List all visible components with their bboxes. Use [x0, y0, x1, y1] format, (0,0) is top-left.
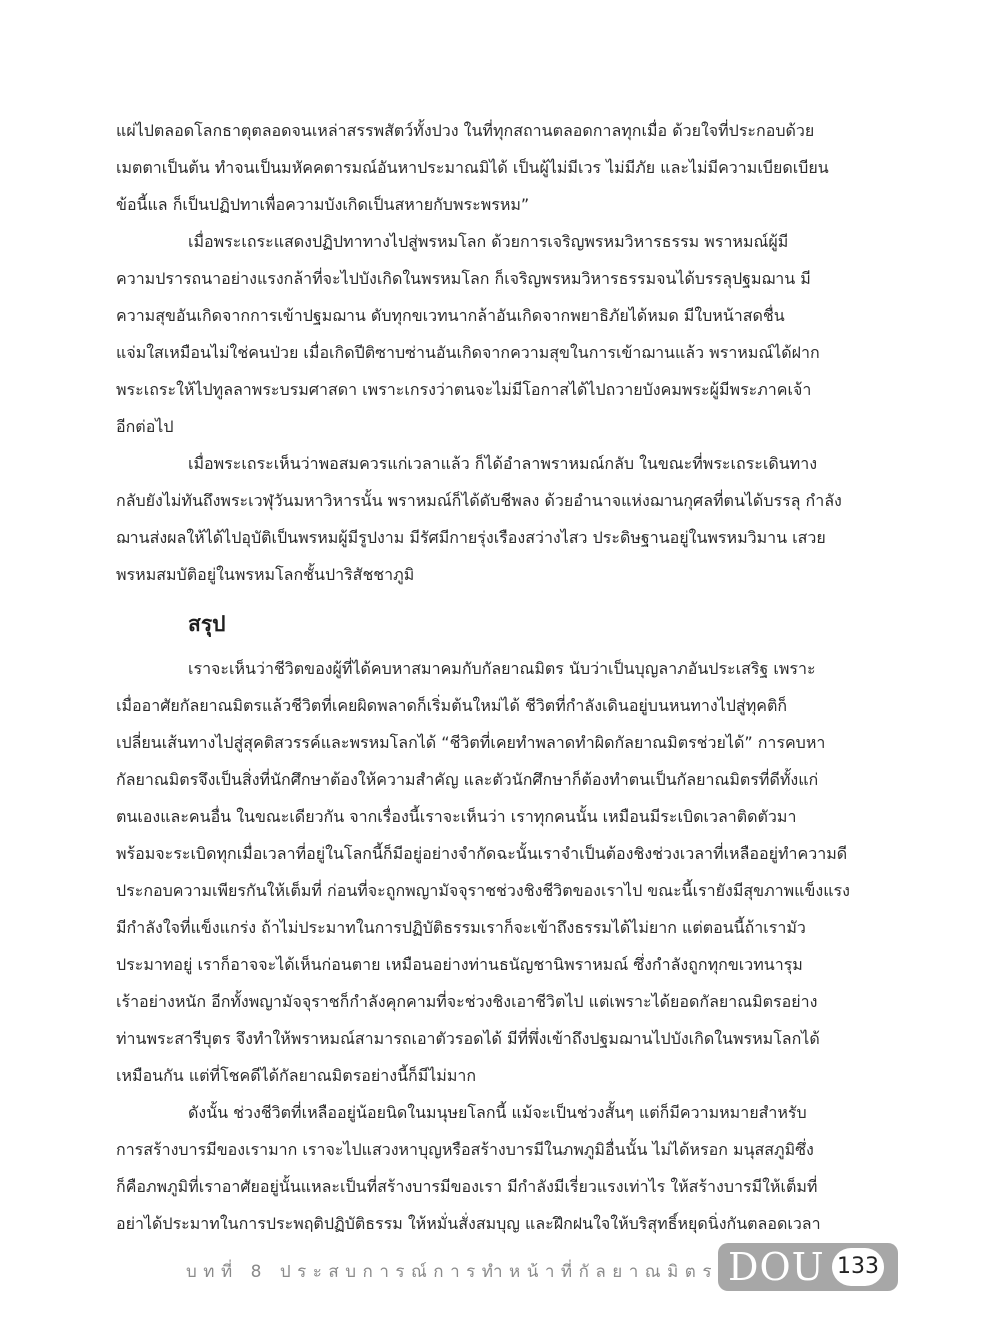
- text-line: ความสุขอันเกิดจากการเข้าปฐมฌาน ดับทุกขเวทนากล้าอันเกิดจากพยาธิภัยได้หมด มีใบหน้าสดชื่น: [116, 306, 785, 325]
- text-line: เปลี่ยนเส้นทางไปสู่สุคติสวรรค์และพรหมโลกได้ “ชีวิตที่เคยทำพลาดทำผิดกัลยาณมิตรช่วยได้” การคบหา: [116, 733, 826, 752]
- text-line: พร้อมจะระเบิดทุกเมื่อเวลาที่อยู่ในโลกนี้ก็มีอยู่อย่างจำกัดฉะนั้นเราจำเป็นต้องชิงช่วงเวลาที่เหลืออยู่ทำความดี: [116, 844, 848, 863]
- text-line: แผ่ไปตลอดโลกธาตุตลอดจนเหล่าสรรพสัตว์ทั้งปวง ในที่ทุกสถานตลอดกาลทุกเมื่อ ด้วยใจที่ประกอบด้วย: [116, 121, 815, 140]
- text-line: ประกอบความเพียรกันให้เต็มที่ ก่อนที่จะถูกพญามัจจุราชช่วงชิงชีวิตของเราไป ขณะนี้เรายังมีสุขภาพแข็งแรง: [116, 881, 850, 900]
- text-line: ประมาทอยู่ เราก็อาจจะได้เห็นก่อนตาย เหมือนอย่างท่านธนัญชานิพราหมณ์ ซึ่งกำลังถูกทุกขเวทนารุม: [116, 955, 803, 974]
- text-line: กลับยังไม่ทันถึงพระเวฬุวันมหาวิหารนั้น พราหมณ์ก็ได้ดับชีพลง ด้วยอำนาจแห่งฌานกุศลที่ตนได้บรรลุ กำลัง: [116, 491, 842, 510]
- text-line: ท่านพระสารีบุตร จึงทำให้พราหมณ์สามารถเอาตัวรอดได้ มีที่พึ่งเข้าถึงปฐมฌานไปบังเกิดในพรหมโลกได้: [116, 1029, 820, 1048]
- text-line: พรหมสมบัติอยู่ในพรหมโลกชั้นปาริสัชชาภูมิ: [116, 565, 415, 584]
- chapter-footer: บทที่ 8 ประสบการณ์การทำหน้าที่กัลยาณมิตร: [186, 1262, 718, 1282]
- text-line: อีกต่อไป: [116, 417, 174, 436]
- text-line: การสร้างบารมีของเรามาก เราจะไปแสวงหาบุญหรือสร้างบารมีในภพภูมิอื่นนั้น ไม่ได้หรอก มนุสสภูมิซึ่ง: [116, 1140, 814, 1159]
- text-line: เราจะเห็นว่าชีวิตของผู้ที่ได้คบหาสมาคมกับกัลยาณมิตร นับว่าเป็นบุญลาภอันประเสริฐ เพราะ: [188, 659, 816, 678]
- text-line: ตนเองและคนอื่น ในขณะเดียวกัน จากเรื่องนี้เราจะเห็นว่า เราทุกคนนั้น เหมือนมีระเบิดเวลาติดตัวมา: [116, 807, 797, 826]
- text-line: อย่าได้ประมาทในการประพฤติปฏิบัติธรรม ให้หมั่นสั่งสมบุญ และฝึกฝนใจให้บริสุทธิ์หยุดนิ่งกันตลอดเวลา: [116, 1214, 821, 1233]
- text-line: ความปรารถนาอย่างแรงกล้าที่จะไปบังเกิดในพรหมโลก ก็เจริญพรหมวิหารธรรมจนได้บรรลุปฐมฌาน มี: [116, 269, 811, 288]
- text-line: ฌานส่งผลให้ได้ไปอุบัติเป็นพรหมผู้มีรูปงาม มีรัศมีกายรุ่งเรืองสว่างไสว ประดิษฐานอยู่ในพรหมวิมาน เสวย: [116, 528, 826, 547]
- text-line: เหมือนกัน แต่ที่โชคดีได้กัลยาณมิตรอย่างนี้ก็มีไม่มาก: [116, 1066, 477, 1085]
- text-line: เมื่อพระเถระแสดงปฏิปทาทางไปสู่พรหมโลก ด้วยการเจริญพรหมวิหารธรรม พราหมณ์ผู้มี: [188, 232, 789, 251]
- text-line: กัลยาณมิตรจึงเป็นสิ่งที่นักศึกษาต้องให้ความสำคัญ และตัวนักศึกษาก็ต้องทำตนเป็นกัลยาณมิตรที่ดีทั้งแก่: [116, 770, 819, 789]
- page-number: 133: [832, 1248, 884, 1286]
- dou-logo: DOU: [728, 1245, 825, 1289]
- section-heading: สรุป: [188, 612, 226, 636]
- text-line: พระเถระให้ไปทูลลาพระบรมศาสดา เพราะเกรงว่าตนจะไม่มีโอกาสได้ไปถวายบังคมพระผู้มีพระภาคเจ้า: [116, 380, 812, 399]
- text-line: เมื่อพระเถระเห็นว่าพอสมควรแก่เวลาแล้ว ก็ได้อำลาพราหมณ์กลับ ในขณะที่พระเถระเดินทาง: [188, 454, 817, 473]
- text-line: ดังนั้น ช่วงชีวิตที่เหลืออยู่น้อยนิดในมนุษยโลกนี้ แม้จะเป็นช่วงสั้นๆ แต่ก็มีความหมายสำหรับ: [188, 1103, 807, 1122]
- text-line: มีกำลังใจที่แข็งแกร่ง ถ้าไม่ประมาทในการปฏิบัติธรรมเราก็จะเข้าถึงธรรมได้ไม่ยาก แต่ตอนนี้ถ้าเรามัว: [116, 918, 806, 937]
- text-line: ข้อนี้แล ก็เป็นปฏิปทาเพื่อความบังเกิดเป็นสหายกับพระพรหม”: [116, 195, 530, 214]
- text-line: ก็คือภพภูมิที่เราอาศัยอยู่นั้นแหละเป็นที่สร้างบารมีของเรา มีกำลังมีเรี่ยวแรงเท่าไร ให้สร้างบารมีให้เต็มที่: [116, 1177, 818, 1196]
- text-line: เมตตาเป็นต้น ทำจนเป็นมหัคคตารมณ์อันหาประมาณมิได้ เป็นผู้ไม่มีเวร ไม่มีภัย และไม่มีความเบียดเบียน: [116, 158, 829, 177]
- text-line: แจ่มใสเหมือนไม่ใช่คนป่วย เมื่อเกิดปีติซาบซ่านอันเกิดจากความสุขในการเข้าฌานแล้ว พราหมณ์ได้ฝาก: [116, 343, 820, 362]
- text-line: เร้าอย่างหนัก อีกทั้งพญามัจจุราชก็กำลังคุกคามที่จะช่วงชิงเอาชีวิตไป แต่เพราะได้ยอดกัลยาณมิตรอย่าง: [116, 992, 818, 1011]
- text-line: เมื่ออาศัยกัลยาณมิตรแล้วชีวิตที่เคยผิดพลาดก็เริ่มต้นใหม่ได้ ชีวิตที่กำลังเดินอยู่บนหนทางไปสู่ทุคติก็: [116, 696, 788, 715]
